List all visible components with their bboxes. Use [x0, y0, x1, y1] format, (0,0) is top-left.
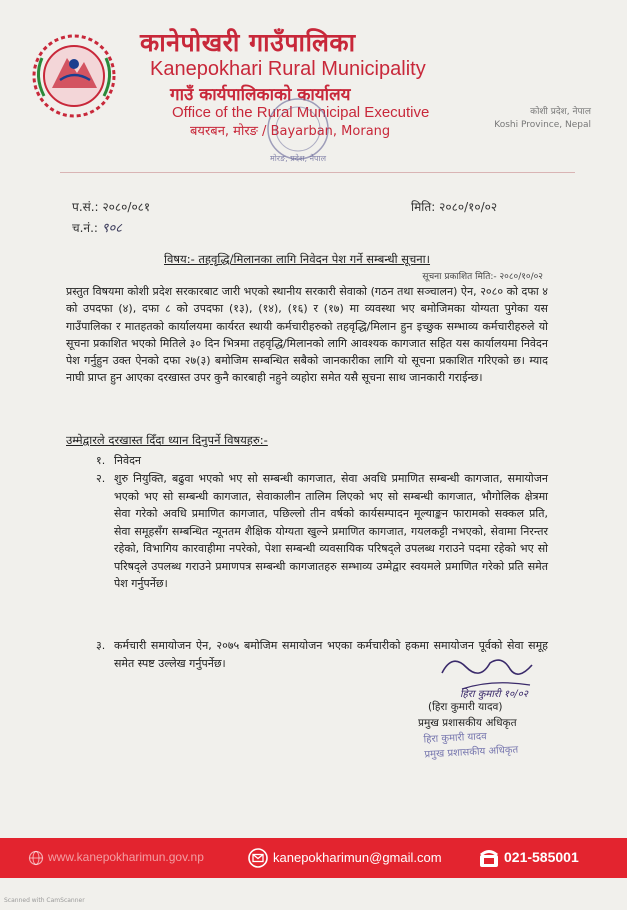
footer-bar: [0, 838, 627, 878]
office-seal-stamp-icon: [248, 95, 348, 167]
signatory-stamp: [423, 728, 518, 763]
municipality-name-nepali: कानेपोखरी गाउँपालिका: [140, 28, 356, 57]
stamp-text: मोरङ, प्रदेश, नेपाल: [269, 154, 327, 163]
footer-email-link[interactable]: kanepokharimun@gmail.com: [273, 850, 442, 865]
province-nepali: कोशी प्रदेश, नेपाल: [530, 107, 591, 117]
ps-value: २०८०/०८१: [102, 200, 151, 214]
office-address: बयरबन, मोरङ / Bayarban, Morang: [190, 124, 391, 139]
requirement-item: [96, 452, 548, 470]
email-icon: [248, 848, 268, 868]
municipality-name-english: Kanepokhari Rural Municipality: [150, 58, 426, 80]
province-block: [494, 106, 591, 132]
notice-subject: विषय:- तहवृद्धि/मिलानका लागि निवेदन पेश गर्ने सम्बन्धी सूचना।: [164, 252, 431, 266]
requirements-heading: उम्मेद्वारले दरखास्त दिँदा ध्यान दिनुपर्ने विषयहरु:-: [66, 433, 268, 447]
letter-date: [411, 198, 497, 215]
header-divider: [60, 172, 575, 173]
office-name-nepali: गाउँ कार्यपालिकाको कार्यालय: [170, 85, 351, 105]
item-number: ३.: [96, 639, 106, 652]
handwritten-signature: [432, 645, 542, 701]
item-number: २.: [96, 472, 106, 485]
office-name-english: Office of the Rural Municipal Executive: [172, 104, 430, 121]
municipality-emblem-icon: [22, 28, 132, 120]
footer-website-link[interactable]: www.kanepokharimun.gov.np: [48, 850, 204, 864]
dispatch-number: [72, 218, 122, 236]
signatory-stamp-name: हिरा कुमारी यादव: [423, 731, 488, 746]
item-text: कर्मचारी समायोजन ऐन, २०७५ बमोजिम समायोजन भएका कर्मचारीको हकमा समायोजन पूर्वको सेवा समूह समेत स्पष्ट उल्लेख गर्नुपर्नेछ।: [114, 639, 548, 670]
ps-label: प.सं.:: [72, 200, 99, 214]
requirement-item: [96, 470, 548, 593]
province-english: Koshi Province, Nepal: [494, 120, 591, 130]
scanner-watermark: Scanned with CamScanner: [4, 897, 85, 904]
reference-number: [72, 198, 150, 215]
item-text: निवेदन: [114, 454, 142, 467]
signatory-name: (हिरा कुमारी यादव): [428, 701, 503, 713]
notice-paragraph: प्रस्तुत विषयमा कोशी प्रदेश सरकारबाट जारी भएको स्थानीय सरकारी सेवाको (गठन तथा सञ्चालन) ऐन, २०८० को दफा ४ को उपदफा (४), दफा ८ को उपदफा (१३), (१४), (१६) र (१७) मा व्यवस्था भए बमोजिमका योग्यता पुगेका यस गाउँपालिका र मातहतको कार्यालयमा कार्यरत स्थायी कर्मचारीहरुको तहवृद्धि/मिलान हुन इच्छुक सम्भाव्य कर्मचारीहरुले यो सूचना प्रकाशित भएको मितिले ३० दिन भित्रमा तहवृद्धि/मिलानको लागि आवश्यक कागजात सहित यस कार्यालयमा निवेदन पेश गर्नुहुन उक्त ऐनको दफा २७(३) बमोजिम सम्बन्धित सबैको जानकारीका लागि यो सूचना प्रकाशित गरिएको छ। म्याद नाघी प्राप्त हुन आएका दरखास्त उपर कुनै कारबाही नहुने व्यहोरा समेत यसै सूचना साथ जानकारी गराईन्छ।: [66, 285, 548, 385]
date-label: मिति:: [411, 200, 436, 214]
item-number: १.: [96, 454, 106, 467]
phone-icon: [478, 847, 500, 869]
cn-value: ९०८: [101, 221, 123, 236]
date-value: २०८०/१०/०२: [439, 200, 498, 214]
globe-icon: [28, 850, 44, 866]
published-date: सूचना प्रकाशित मिति:- २०८०/१०/०२: [422, 272, 543, 282]
cn-label: च.नं.:: [72, 221, 98, 235]
signature-text: हिरा कुमारी १०/०२: [459, 689, 529, 700]
item-text: शुरु नियुक्ति, बढुवा भएको भए सो सम्बन्धी कागजात, सेवा अवधि प्रमाणित सम्बन्धी कागजात, समायोजन भएको भए सो सम्बन्धी कागजात, सेवाकालीन तालिम लिएको भए सो सम्बन्धी कागजात, भौगोलिक क्षेत्रमा सेवा गरेको अवधि प्रमाणित कागजात, पछिल्लो तीन वर्षको कार्यसम्पादन मूल्याङ्कन फारामको सक्कल प्रति, सेवा समूहसँग सम्बन्धित न्यूनतम शैक्षिक योग्यता खुल्ने प्रमाणित कागजात, गयलकट्टी नभएको, सेवामा निरन्तर रहेको, विभागिय कारवाहीमा नपरेको, पेशा सम्बन्धी व्यवसायिक परिषद्ले उपलब्ध गराउने पदमा रहेको भए सो परिषद्ले उपलब्ध गराउने प्रमाणपत्र सम्बन्धी कागजातहरु सम्भाव्य उम्मेद्वार स्वयमले प्रमाणित गरेको प्रति समेत पेश गर्नुपर्नेछ।: [114, 472, 548, 590]
footer-phone-link[interactable]: 021-585001: [504, 849, 579, 865]
signatory-designation: प्रमुख प्रशासकीय अधिकृत: [418, 717, 517, 729]
signatory-stamp-designation: प्रमुख प्रशासकीय अधिकृत: [424, 744, 519, 761]
